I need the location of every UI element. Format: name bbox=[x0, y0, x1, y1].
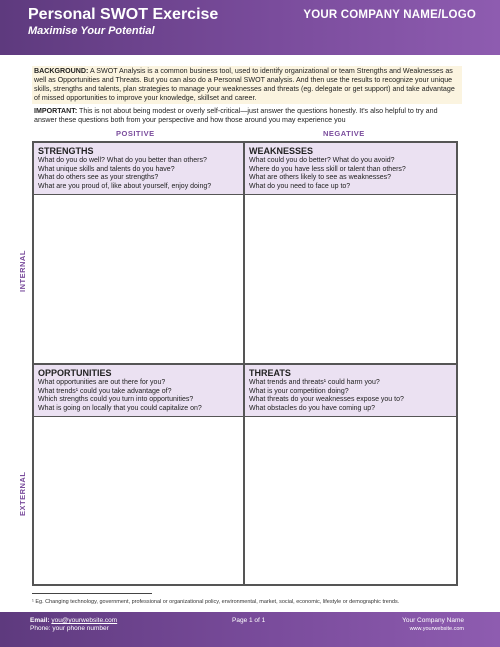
opportunities-header bbox=[34, 365, 243, 417]
email-label: Email: bbox=[30, 617, 50, 624]
important-label: IMPORTANT: bbox=[34, 107, 78, 115]
threats-header bbox=[245, 365, 456, 417]
intro-section bbox=[32, 66, 462, 126]
row-label-external: EXTERNAL bbox=[18, 471, 27, 516]
column-header-positive: POSITIVE bbox=[116, 129, 155, 138]
weaknesses-question: What could you do better? What do you avoid? bbox=[249, 157, 395, 164]
threats-question: What obstacles do you have coming up? bbox=[249, 404, 376, 412]
background-paragraph bbox=[32, 66, 462, 104]
threats-question: What trends and threats¹ could harm you? bbox=[249, 379, 380, 386]
page-footer bbox=[0, 612, 500, 647]
weaknesses-question: What are others likely to see as weaknesses? bbox=[249, 174, 392, 182]
strengths-title: STRENGTHS bbox=[38, 146, 94, 156]
opportunities-question: Which strengths could you turn into opportunities? bbox=[38, 396, 194, 404]
background-label: BACKGROUND: bbox=[34, 67, 89, 75]
strengths-question: What are you proud of, like about yourself, enjoy doing? bbox=[38, 182, 212, 190]
opportunities-question: What is going on locally that you could capitalize on? bbox=[38, 404, 202, 412]
opportunities-question: What trends¹ could you take advantage of? bbox=[38, 387, 172, 395]
background-text: A SWOT Analysis is a common business tool, used to identify organizational or team Strengths and Weaknesses as well as Opportunities and Threats. But you can also do a Personal SWOT analysis. And then use the results to recognize your unique skills, strengths and talents, plan strategies to manage your weaknesses and threats (eg. delegate or get support) and take advantage of missed opportunities to improve your knowledge, skillset and career. bbox=[34, 67, 455, 102]
column-header-negative: NEGATIVE bbox=[323, 129, 365, 138]
footnote-divider bbox=[32, 593, 152, 594]
weaknesses-question: Where do you have less skill or talent than others? bbox=[249, 165, 406, 173]
opportunities-quadrant[interactable] bbox=[33, 364, 244, 585]
page-subtitle: Maximise Your Potential bbox=[28, 25, 155, 37]
opportunities-question: What opportunities are out there for you? bbox=[38, 379, 166, 386]
strengths-header bbox=[34, 143, 243, 195]
row-label-internal: INTERNAL bbox=[18, 250, 27, 292]
threats-question: What is your competition doing? bbox=[249, 387, 349, 395]
page-number: Page 1 of 1 bbox=[232, 617, 266, 624]
threats-question: What threats do your weaknesses expose you to? bbox=[249, 396, 404, 404]
strengths-quadrant[interactable] bbox=[33, 142, 244, 364]
footer-company bbox=[402, 617, 464, 633]
weaknesses-question: What do you need to face up to? bbox=[249, 182, 351, 190]
strengths-question: What do you do well? What do you better than others? bbox=[38, 157, 207, 164]
important-text: This is not about being modest or overly self-critical—just answer the questions honestly. It's also helpful to try and answer these questions both from your perspective and how those around you may experience you bbox=[34, 107, 438, 124]
page-title: Personal SWOT Exercise bbox=[28, 6, 219, 23]
weaknesses-header bbox=[245, 143, 456, 195]
weaknesses-quadrant[interactable] bbox=[244, 142, 457, 364]
footnote: ¹ Eg. Changing technology, government, professional or organizational policy, environmental, market, social, economic, lifestyle or demographic trends. bbox=[32, 599, 400, 605]
strengths-question: What unique skills and talents do you have? bbox=[38, 165, 175, 173]
strengths-question: What do others see as your strengths? bbox=[38, 174, 159, 182]
weaknesses-title: WEAKNESSES bbox=[249, 146, 314, 156]
swot-grid bbox=[32, 141, 458, 586]
footer-contact bbox=[30, 617, 117, 633]
email-link[interactable]: you@yourwebsite.com bbox=[51, 617, 118, 624]
page-header bbox=[0, 0, 500, 55]
company-name: Your Company Name bbox=[402, 617, 464, 624]
threats-quadrant[interactable] bbox=[244, 364, 457, 585]
company-logo: YOUR COMPANY NAME/LOGO bbox=[303, 9, 476, 21]
threats-title: THREATS bbox=[249, 368, 291, 378]
website-link[interactable]: www.yourwebsite.com bbox=[409, 626, 464, 632]
opportunities-title: OPPORTUNITIES bbox=[38, 368, 112, 378]
phone-text: Phone: your phone number bbox=[30, 625, 109, 632]
important-paragraph bbox=[32, 106, 462, 126]
